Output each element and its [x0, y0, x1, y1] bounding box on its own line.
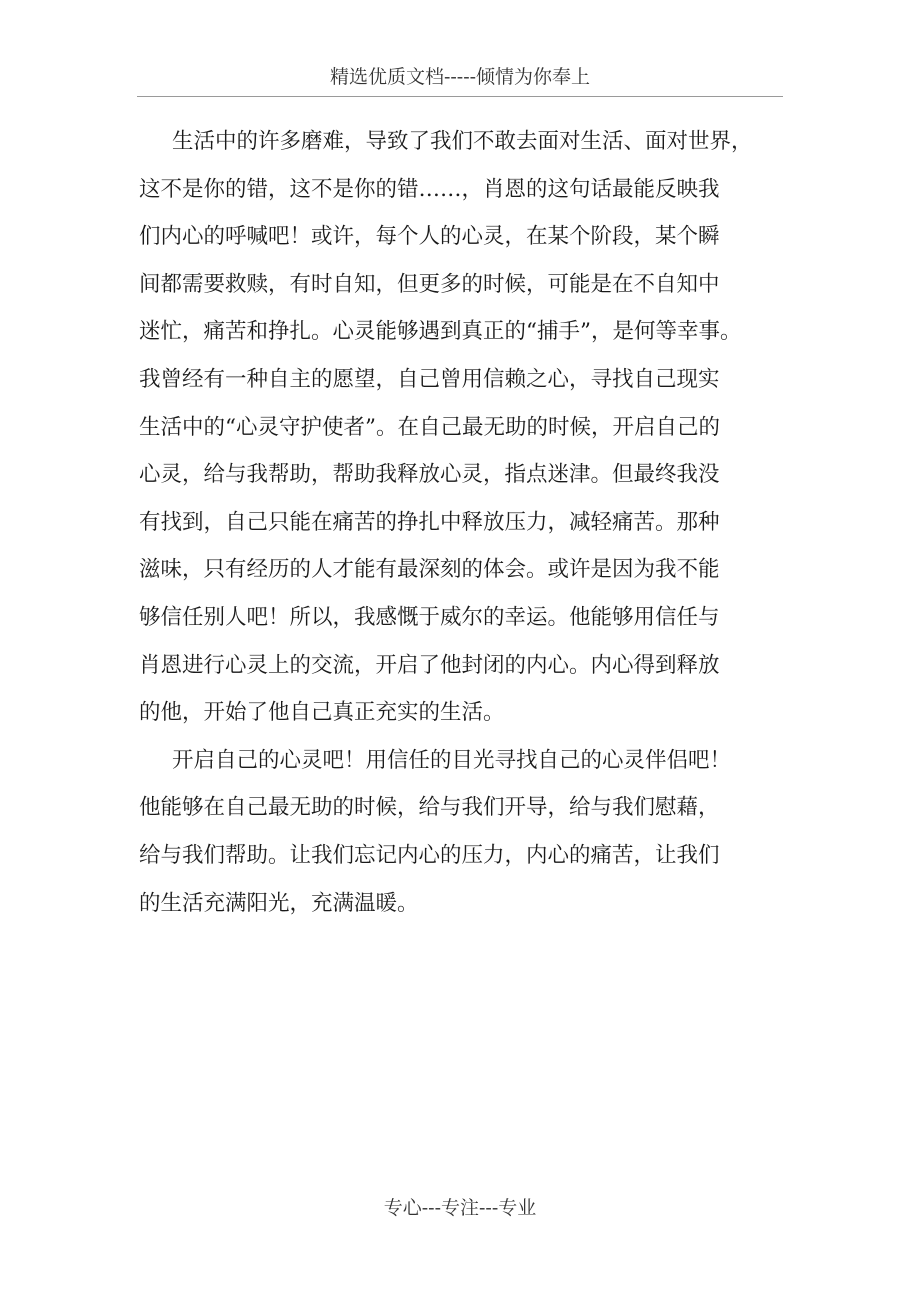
text-line: 们内心的呼喊吧！或许，每个人的心灵，在某个阶段，某个瞬 — [139, 224, 720, 250]
text-line: 迷忙，痛苦和挣扎。心灵能够遇到真正的“捕手”，是何等幸事。 — [139, 319, 742, 345]
text-line: 的他，开始了他自己真正充实的生活。 — [139, 700, 505, 726]
document-body — [139, 118, 809, 927]
text-line: 他能够在自己最无助的时候，给与我们开导，给与我们慰藉， — [139, 795, 720, 821]
text-line: 滋味，只有经历的人才能有最深刻的体会。或许是因为我不能 — [139, 557, 720, 583]
text-line: 间都需要救赎，有时自知，但更多的时候，可能是在不自知中 — [139, 271, 720, 297]
text-line: 给与我们帮助。让我们忘记内心的压力，内心的痛苦，让我们 — [139, 842, 720, 868]
page-footer — [0, 1196, 920, 1220]
footer-text: 专心---专注---专业 — [383, 1197, 537, 1219]
text-line: 有找到，自己只能在痛苦的挣扎中释放压力，减轻痛苦。那种 — [139, 509, 720, 535]
text-line: 心灵，给与我帮助，帮助我释放心灵，指点迷津。但最终我没 — [139, 462, 720, 488]
paragraph-1 — [139, 118, 809, 737]
page-header — [137, 66, 783, 97]
text-line: 够信任别人吧！所以，我感慨于威尔的幸运。他能够用信任与 — [139, 604, 720, 630]
text-line: 生活中的许多磨难，导致了我们不敢去面对生活、面对世界， — [172, 129, 753, 154]
paragraph-2 — [139, 737, 809, 927]
text-line: 这不是你的错，这不是你的错……，肖恩的这句话最能反映我 — [139, 176, 720, 202]
text-line: 生活中的“心灵守护使者”。在自己最无助的时候，开启自己的 — [139, 414, 720, 440]
text-line: 我曾经有一种自主的愿望，自己曾用信赖之心，寻找自己现实 — [139, 366, 720, 392]
text-line: 肖恩进行心灵上的交流，开启了他封闭的内心。内心得到释放 — [139, 652, 720, 678]
text-line: 的生活充满阳光，充满温暖。 — [139, 890, 419, 916]
text-line: 开启自己的心灵吧！用信任的目光寻找自己的心灵伴侣吧！ — [172, 747, 732, 773]
header-text: 精选优质文档-----倾情为你奉上 — [329, 66, 591, 88]
